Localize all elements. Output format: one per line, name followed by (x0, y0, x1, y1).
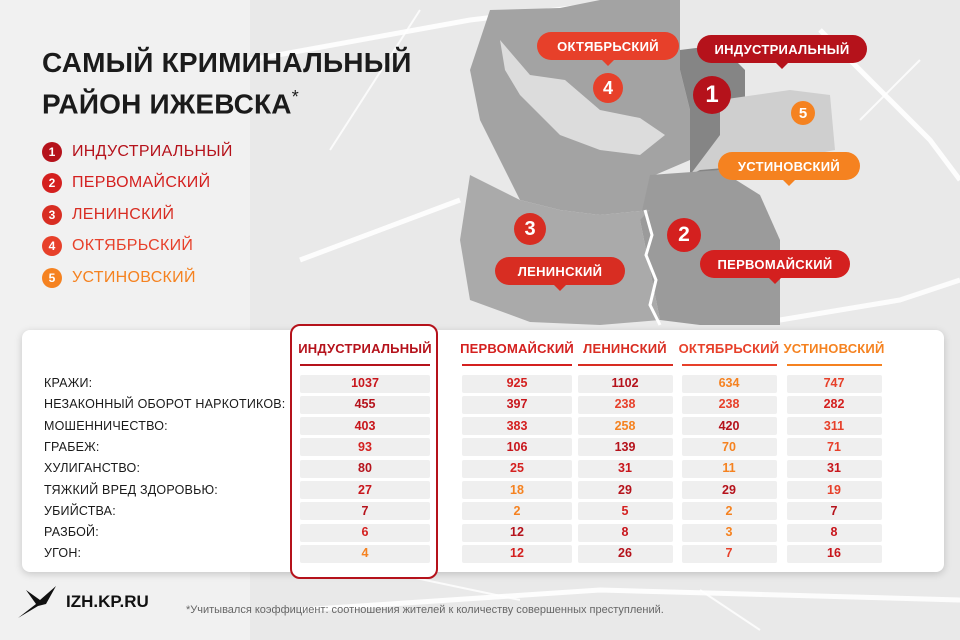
table-cell: 29 (722, 482, 736, 497)
table-cell: 1102 (611, 376, 639, 390)
table-cell: 3 (725, 525, 733, 540)
table-cell: 80 (358, 461, 372, 476)
title-line-2-text: РАЙОН ИЖЕВСКА (42, 88, 292, 120)
table-cell: 26 (618, 546, 632, 561)
map-label-leninsky: ЛЕНИНСКИЙ (495, 257, 625, 285)
column-header: ОКТЯБРЬСКИЙ (678, 341, 780, 356)
table-cell: 420 (718, 418, 740, 433)
legend-label: ЛЕНИНСКИЙ (72, 205, 175, 223)
legend-label: ПЕРВОМАЙСКИЙ (72, 174, 211, 192)
footnote: *Учитывался коэффициент: соотношения жителей к количеству совершенных преступлений. (186, 604, 664, 616)
table-cell: 258 (614, 418, 636, 433)
column-header: ИНДУСТРИАЛЬНЫЙ (298, 341, 432, 356)
table-cell: 93 (358, 439, 372, 454)
table-cell: 8 (621, 525, 629, 540)
table-cell: 139 (614, 439, 636, 454)
table-cell: 11 (722, 461, 736, 476)
title-line-2 (42, 80, 412, 121)
table-cell: 18 (510, 482, 524, 497)
table-cell: 2 (725, 503, 733, 518)
table-cell: 12 (510, 525, 524, 540)
row-label: КРАЖИ: (44, 376, 93, 390)
map-label-ustinovsky: УСТИНОВСКИЙ (718, 152, 860, 180)
legend-label: ОКТЯБРЬСКИЙ (72, 237, 194, 255)
table-cell: 1037 (351, 376, 379, 390)
row-label: УГОН: (44, 546, 82, 561)
legend-number-badge: 5 (42, 268, 62, 288)
column-header-underline (787, 364, 882, 366)
row-label: ХУЛИГАНСТВО: (44, 461, 141, 476)
table-cell: 29 (618, 482, 632, 497)
table-cell: 25 (510, 461, 524, 476)
legend-number-badge: 2 (42, 173, 62, 193)
title-line-1: САМЫЙ КРИМИНАЛЬНЫЙ (42, 47, 412, 78)
table-cell: 455 (354, 397, 376, 412)
legend-item (42, 231, 233, 263)
row-label: НЕЗАКОННЫЙ ОБОРОТ НАРКОТИКОВ: (44, 397, 286, 412)
map-badge-2: 2 (667, 218, 701, 252)
legend-item (42, 262, 233, 294)
table-cell: 2 (513, 503, 521, 518)
row-label: ГРАБЕЖ: (44, 439, 100, 454)
row-label: МОШЕННИЧЕСТВО: (44, 418, 168, 433)
table-cell: 7 (725, 546, 733, 561)
table-cell: 31 (827, 461, 841, 476)
map-label-oktyabrsky: ОКТЯБРЬСКИЙ (537, 32, 679, 60)
map-badge-1: 1 (693, 76, 731, 114)
map-badge-5: 5 (791, 101, 815, 125)
table-cell: 70 (722, 439, 736, 454)
table-cell: 71 (827, 439, 841, 454)
table-cell: 747 (823, 376, 845, 390)
legend-number-badge: 4 (42, 236, 62, 256)
legend-item (42, 199, 233, 231)
column-header-underline (462, 364, 572, 366)
page-title (42, 46, 412, 121)
column-header-underline (300, 364, 430, 366)
swallow-icon (16, 584, 58, 620)
table-cell: 31 (618, 461, 632, 476)
map-label-industrialny: ИНДУСТРИАЛЬНЫЙ (697, 35, 867, 63)
table-cell: 5 (621, 503, 629, 518)
legend-item (42, 136, 233, 168)
map-label-pervomaisky: ПЕРВОМАЙСКИЙ (700, 250, 850, 278)
table-cell: 7 (361, 503, 369, 518)
legend-number-badge: 3 (42, 205, 62, 225)
table-cell: 311 (823, 418, 845, 433)
map-badge-3: 3 (514, 213, 546, 245)
table-cell: 397 (506, 397, 528, 412)
table-cell: 4 (361, 546, 369, 561)
column-header: ПЕРВОМАЙСКИЙ (460, 341, 574, 356)
table-cell: 106 (506, 439, 528, 454)
map-badge-4: 4 (593, 73, 623, 103)
column-header-underline (682, 364, 777, 366)
table-cell: 19 (827, 482, 841, 497)
table-cell: 403 (354, 418, 376, 433)
table-cell: 8 (830, 525, 838, 540)
table-cell: 383 (506, 418, 528, 433)
title-footnote-mark: * (291, 87, 299, 107)
table-cell: 238 (614, 397, 636, 412)
column-header: ЛЕНИНСКИЙ (583, 341, 667, 356)
legend-label: УСТИНОВСКИЙ (72, 268, 196, 286)
table-cell: 925 (506, 376, 528, 390)
table-cell: 12 (510, 546, 524, 561)
table-cell: 7 (830, 503, 838, 518)
column-header-underline (578, 364, 673, 366)
table-cell: 6 (361, 525, 369, 540)
table-cell: 238 (718, 397, 740, 412)
brand-logo (16, 584, 149, 620)
table-cell: 27 (358, 482, 372, 497)
table-cell: 16 (827, 546, 841, 561)
row-label: УБИЙСТВА: (44, 503, 116, 518)
column-header: УСТИНОВСКИЙ (783, 341, 885, 356)
brand-text: IZH.KP.RU (66, 592, 149, 611)
legend-label: ИНДУСТРИАЛЬНЫЙ (72, 142, 233, 160)
legend (42, 136, 233, 294)
row-label: ТЯЖКИЙ ВРЕД ЗДОРОВЬЮ: (44, 482, 218, 497)
row-label: РАЗБОЙ: (44, 525, 99, 540)
legend-number-badge: 1 (42, 142, 62, 162)
table-cell: 282 (823, 397, 845, 412)
legend-item (42, 168, 233, 200)
table-cell: 634 (718, 376, 740, 390)
